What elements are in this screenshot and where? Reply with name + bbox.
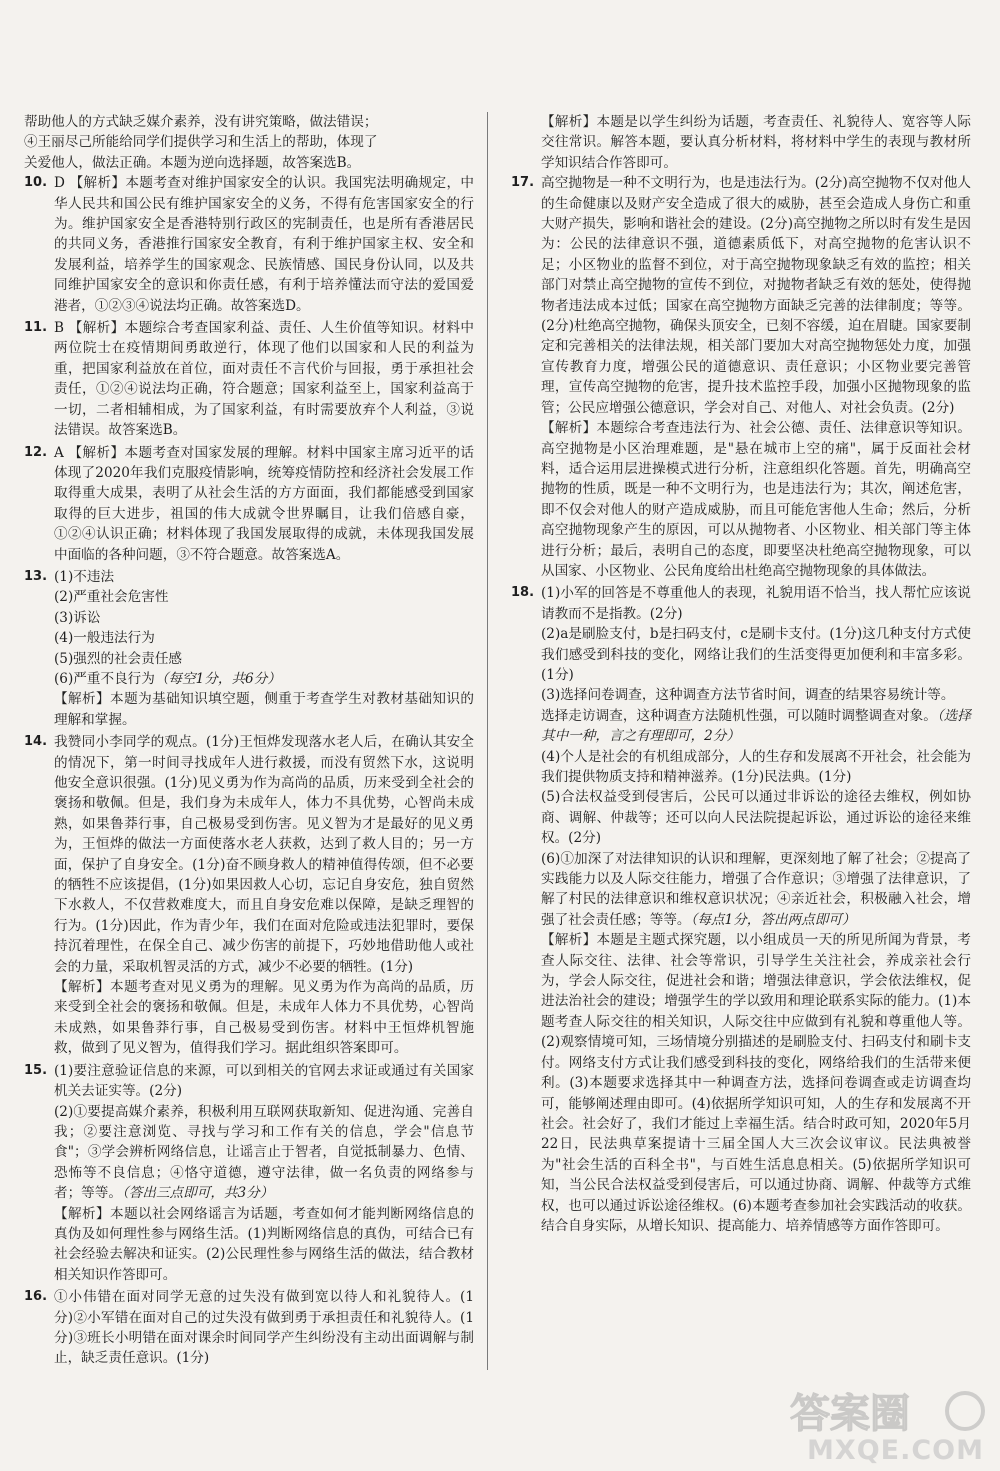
item-number: 12.	[24, 444, 48, 460]
item-number: 13.	[24, 568, 48, 584]
answer-text: (3)选择问卷调查，这种调查方法节省时间，调查的结果容易统计等。	[541, 687, 955, 704]
column-divider	[487, 112, 488, 1370]
analysis-text: 【解析】本题以社会网络谣言为话题，考查如何才能判断网络信息的真伪及如何理性参与网络生活。(1)判断网络信息的真伪，可结合已有社会经验去解决和证实。(2)公民理性参与网络生活的做法，结合教材相关知识作答即可。	[54, 1205, 474, 1283]
fill-answer-last	[54, 669, 474, 689]
answer-text: (2)①要提高媒介素养，积极利用互联网获取新知、促进沟通、完善自我；②要注意浏览、寻找与学习和工作有关的信息，学会"信息节食"；③学会辨析网络信息，让谣言止于智者，自觉抵制暴力、色情、恐怖等不良信息；④恪守道德，遵守法律，做一名负责的网络参与者；等等。	[54, 1103, 474, 1202]
answer-text: (5)合法权益受到侵害后，公民可以通过非诉讼的途径去维权，例如协商、调解、仲裁等；还可以向人民法院提起诉讼，通过诉讼的途径来维权。(2分)	[541, 789, 971, 847]
text-line: 关爱他人，做法正确。本题为逆向选择题，故答案选B。	[24, 154, 361, 171]
analysis-text: 【解析】本题为基础知识填空题，侧重于考查学生对教材基础知识的理解和掌握。	[54, 691, 474, 728]
answer-item-15	[24, 1061, 474, 1285]
analysis-continuation: 【解析】本题是以学生纠纷为话题，考查责任、礼貌待人、宽容等人际交往常识。解答本题，要认真分析材料，将材料中学生的表现与教材所学知识结合作答即可。	[541, 114, 971, 171]
item-number: 15.	[24, 1062, 48, 1078]
score-note: （每空1分，共6分）	[154, 670, 281, 687]
answer-text-block	[541, 706, 971, 747]
analysis-text: 【解析】本题考查对见义勇为的理解。见义勇为作为高尚的品质，历来受到全社会的褒扬和敬佩。但是，未成年人体力不具优势，心智尚未成熟，如果鲁莽行事，自己极易受到伤害。材料中王恒烨机智施救，做到了见义智为，值得我们学习。据此组织答案即可。	[54, 979, 474, 1057]
answer-item-16	[24, 1287, 474, 1369]
answer-item-18	[511, 583, 971, 1236]
answer-item-12	[24, 443, 474, 565]
item-number: 17.	[511, 175, 535, 191]
answer-text: (6)①加深了对法律知识的认识和理解，更深刻地了解了社会；②提高了实践能力以及人际交往能力，增强了合作意识；③增强了法律意识，了解了村民的法律意识和维权意识状况；④亲近社会，积极融入社会，增强了社会责任感；等等。	[541, 850, 971, 928]
answer-text: (1)要注意验证信息的来源，可以到相关的官网去求证或通过有关国家机关去证实等。(2分)	[54, 1062, 474, 1100]
answer-text: 高空抛物是一种不文明行为，也是违法行为。(2分)高空抛物不仅对他人的生命健康以及财产安全造成了很大的威胁，甚至会造成人身伤亡和重大财产损失，影响和谐社会的建设。(2分)高空抛物之所以时有发生是因为：公民的法律意识不强，道德素质低下，对高空抛物的危害认识不足；小区物业的监督不到位，对于高空抛物现象缺乏有效的监控；相关部门对禁止高空抛物的宣传不到位，对抛物者缺乏有效的惩处，使得抛物者违法成本过低；国家在高空抛物方面缺乏完善的法律制度；等等。(2分)杜绝高空抛物，确保头顶安全，已刻不容缓，迫在眉睫。国家要制定和完善相关的法律法规，相关部门要加大对高空抛物惩处力度，加强宣传教育力度，增强公民的道德意识、责任意识；小区物业要完善管理，宣传高空抛物的危害，提升技术监控手段，加强小区抛物现象的监管；公民应增强公德意识，学会对自己、对他人、对社会负责。(2分)	[541, 175, 971, 416]
answer-item-10	[24, 173, 474, 316]
score-note: （答出三点即可，共3分）	[121, 1185, 274, 1202]
fill-answer: (2)严重社会危害性	[54, 589, 169, 606]
answer-item-17	[511, 173, 971, 581]
score-note: （选择其中一种，言之有理即可，2分）	[541, 707, 972, 745]
answer-text: (4)个人是社会的有机组成部分，人的生存和发展离不开社会，社会能为我们提供物质支持和精神滋养。(1分)民法典。(1分)	[541, 748, 971, 785]
answer-item-13	[24, 567, 474, 730]
analysis-text: 【解析】本题综合考查违法行为、社会公德、责任、法律意识等知识。高空抛物是小区治理难题，是"悬在城市上空的痛"，属于反面社会材料，适合运用层进操模式进行分析，注意组织化答题。首先，明确高空抛物的性质，既是一种不文明行为，也是违法行为；其次，阐述危害，即不仅会对他人的财产造成威胁，而且可能危害他人生命；然后，分析高空抛物现象产生的原因，可以从抛物者、小区物业、相关部门等主体进行分析；最后，表明自己的态度，即要坚决杜绝高空抛物现象，可以从国家、小区物业、公民角度给出杜绝高空抛物现象的具体做法。	[541, 420, 971, 579]
fill-answer: (6)严重不良行为	[54, 670, 155, 687]
watermark-url: MXQE.COM	[807, 1435, 984, 1466]
score-note: （每点1分，答出两点即可）	[690, 911, 856, 928]
item-number: 10.	[24, 175, 48, 191]
answer-text: (1)小军的回答是不尊重他人的表现，礼貌用语不恰当，找人帮忙应该说请教而不是指教。(2分)	[541, 585, 971, 622]
answer-text: B 【解析】本题综合考查国家利益、责任、人生价值等知识。材料中两位院士在疫情期间勇敢逆行，体现了他们以国家和人民的利益为重，把国家利益放在首位，面对责任不言代价与回报，勇于承担社会责任，①②④说法均正确，符合题意；国家利益至上，国家利益高于一切，二者相辅相成，为了国家利益，有时需要放弃个人利益，③说法错误。故答案选B。	[54, 320, 474, 439]
left-column	[24, 112, 474, 1371]
item-number: 18.	[511, 585, 535, 601]
fill-answer: (1)不违法	[54, 568, 115, 585]
fill-answer: (3)诉讼	[54, 609, 101, 626]
right-column	[511, 112, 971, 1238]
text-line: 帮助他人的方式缺乏媒介素养，没有讲究策略，做法错误；	[24, 114, 378, 130]
watermark	[760, 1385, 990, 1465]
item-number: 11.	[24, 320, 48, 336]
answer-text: A 【解析】本题考查对国家发展的理解。材料中国家主席习近平的话体现了2020年我们克服疫情影响，统筹疫情防控和经济社会发展工作取得重大成果，表明了从社会生活的方方面面，我们都能感受到国家取得的巨大进步，祖国的伟大成就令世界瞩目，让我们倍感自豪，①②④认识正确；材料体现了我国发展取得的成就，未体现我国发展中面临的各种问题，③不符合题意。故答案选A。	[54, 444, 474, 563]
answer-text: ①小伟错在面对同学无意的过失没有做到宽以待人和礼貌待人。(1分)②小军错在面对自己的过失没有做到勇于承担责任和礼貌待人。(1分)③班长小明错在面对课余时间同学产生纠纷没有主动出面调解与制止，缺乏责任意识。(1分)	[54, 1289, 474, 1367]
watermark-logo-text: 答案圈	[790, 1391, 910, 1437]
fill-answer: (5)强烈的社会责任感	[54, 650, 183, 667]
item-number: 16.	[24, 1289, 48, 1305]
answer-text: D 【解析】本题考查对维护国家安全的认识。我国宪法明确规定，中华人民共和国公民有维护国家安全的义务，不得有危害国家安全的行为。维护国家安全是香港特别行政区的宪制责任，也是所有香港居民的共同义务，香港推行国家安全教育，有利于维护国家主权、安全和发展利益，培养学生的国家观念、民族情感、国民身份认同，以及共同维护国家安全的意识和你责任感，有利于培养懂法而守法的爱国爱港者，①②③④说法均正确。故答案选D。	[54, 175, 474, 314]
fill-answer: (4)一般违法行为	[54, 630, 155, 647]
answer-item-11	[24, 318, 474, 440]
answer-item-14	[24, 732, 474, 1059]
answer-text: 我赞同小李同学的观点。(1分)王恒烨发现落水老人后，在确认其安全的情况下，第一时间寻找成年人进行救援，而没有贸然下水，这说明他安全意识很强。(1分)见义勇为作为高尚的品质，历来受到全社会的褒扬和敬佩。但是，我们身为未成年人，体力不具优势，心智尚未成熟，如果鲁莽行事，自己极易受到伤害。见义智为才是最好的见义勇为，王恒烨的做法一方面使落水老人获救，达到了救人目的；另一方面，保护了自身安全。(1分)奋不顾身救人的精神值得传颂，但不必要的牺牲不应该提倡，(1分)如果因救人心切，忘记自身安危，独自贸然下水救人，不仅营救难度大，而且自身安危难以保障，是缺乏理智的行为。(1分)因此，作为青少年，我们在面对危险或违法犯罪时，要保持沉着理性，在保全自己、减少伤害的前提下，巧妙地借助他人或社会的力量，采取机智灵活的方式，减少不必要的牺牲。(1分)	[54, 734, 474, 975]
item-number: 14.	[24, 734, 48, 750]
answer-text: (2)a是刷脸支付，b是扫码支付，c是刷卡支付。(1分)这几种支付方式使我们感受到科技的变化，网络让我们的生活变得更加便利和丰富多彩。(1分)	[541, 626, 971, 683]
text-line: ④王丽尽己所能给同学们提供学习和生活上的帮助，体现了	[24, 134, 378, 151]
answer-text-block	[541, 849, 971, 931]
analysis-text: 【解析】本题是主题式探究题，以小组成员一天的所见所闻为背景，考查人际交往、法律、社会等常识，引导学生关注社会，养成亲社会行为，学会人际交往，促进社会和谐；增强法律意识，学会依法维权，促进法治社会的建设；增强学生的学以致用和理论联系实际的能力。(1)本题考查人际交往的相关知识，人际交往中应做到有礼貌和尊重他人等。(2)观察情境可知，三场情境分别描述的是刷脸支付、扫码支付和刷卡支付。网络支付方式让我们感受到科技的变化，网络给我们的生活带来便利。(3)本题要求选择其中一种调查方法，选择问卷调查或走访调查均可，能够阐述理由即可。(4)依据所学知识可知，人的生存和发展离不开社会。社会好了，我们才能过上幸福生活。结合时政可知，2020年5月22日，民法典草案提请十三届全国人大三次会议审议。民法典被誉为"社会生活的百科全书"，与百姓生活息息相关。(5)依据所学知识可知，当公民合法权益受到侵害后，可以通过协商、调解、仲裁等方式维权，也可以通过诉讼途径维权。(6)本题考查参加社会实践活动的收获。结合自身实际，从增长知识、提高能力、培养情感等方面作答即可。	[541, 932, 971, 1234]
answer-text-block	[54, 1102, 474, 1204]
answer-text: 选择走访调查，这种调查方法随机性强，可以随时调整调查对象。	[541, 707, 937, 724]
previous-answer-continuation	[24, 112, 474, 173]
watermark-logo	[780, 1385, 990, 1437]
